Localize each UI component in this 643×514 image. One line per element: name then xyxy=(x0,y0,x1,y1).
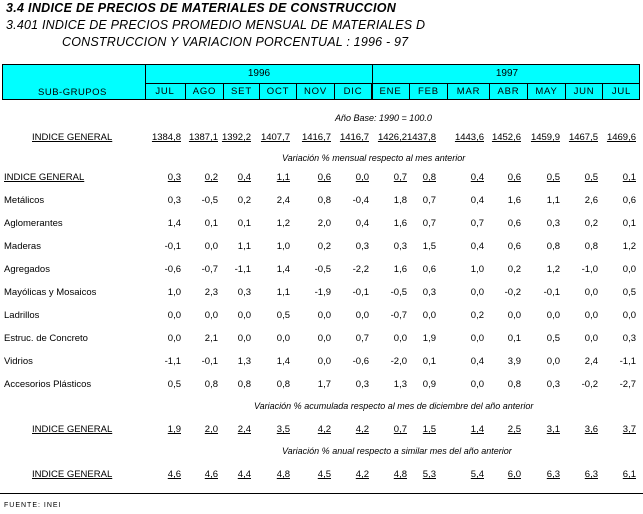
table-cell: 0,5 xyxy=(622,287,636,298)
table-cell: 0,8 xyxy=(507,379,521,390)
table-cell: 1,5 xyxy=(422,241,436,252)
table-cell: 0,4 xyxy=(470,241,484,252)
table-cell: 1,3 xyxy=(237,356,251,367)
table-cell: 4,6 xyxy=(167,469,181,480)
table-cell: 1,4 xyxy=(276,264,290,275)
table-cell: 1,7 xyxy=(317,379,331,390)
table-cell: 0,2 xyxy=(584,218,598,229)
table-cell: 0,3 xyxy=(237,287,251,298)
table-cell: 1407,7 xyxy=(260,132,290,143)
table-cell: 0,8 xyxy=(584,241,598,252)
table-cell: 1416,7 xyxy=(301,132,331,143)
table-cell: 0,1 xyxy=(422,356,436,367)
section-title: 3.4 INDICE DE PRECIOS DE MATERIALES DE CONSTRUCCION xyxy=(6,1,397,15)
subgrupos-header: SUB-GRUPOS xyxy=(38,87,107,98)
table-cell: 2,4 xyxy=(276,195,290,206)
table-cell: 0,4 xyxy=(470,172,484,183)
table-cell: -2,0 xyxy=(390,356,407,367)
table-cell: 2,4 xyxy=(584,356,598,367)
table-cell: 0,0 xyxy=(622,310,636,321)
table-cell: 0,5 xyxy=(546,172,560,183)
table-cell: 1,1 xyxy=(546,195,560,206)
table-cell: 1,1 xyxy=(276,287,290,298)
table-cell: 2,6 xyxy=(584,195,598,206)
table-cell: -0,6 xyxy=(164,264,181,275)
table-cell: 0,0 xyxy=(584,287,598,298)
table-cell: 3,9 xyxy=(507,356,521,367)
table-cell: 4,2 xyxy=(355,469,369,480)
table-cell: -0,5 xyxy=(314,264,331,275)
table-cell: -0,1 xyxy=(201,356,218,367)
table-cell: 6,0 xyxy=(507,469,521,480)
table-cell: -1,1 xyxy=(234,264,251,275)
source-note: FUENTE: INEI xyxy=(4,502,62,509)
table-cell: -0,5 xyxy=(390,287,407,298)
table-cell: 4,6 xyxy=(204,469,218,480)
table-cell: 2,0 xyxy=(317,218,331,229)
table-cell: 0,0 xyxy=(470,287,484,298)
table-cell: 0,0 xyxy=(622,264,636,275)
table-cell: 4,2 xyxy=(355,424,369,435)
table-cell: 4,5 xyxy=(317,469,331,480)
month-header: NOV xyxy=(297,84,335,100)
table-cell: 0,5 xyxy=(546,333,560,344)
table-cell: 0,6 xyxy=(317,172,331,183)
table-cell: 6,3 xyxy=(584,469,598,480)
table-cell: 1,4 xyxy=(167,218,181,229)
month-header: DIC xyxy=(335,84,372,100)
table-cell: 5,4 xyxy=(470,469,484,480)
table-cell: -0,4 xyxy=(352,195,369,206)
table-cell: -0,1 xyxy=(352,287,369,298)
table-cell: 0,6 xyxy=(507,172,521,183)
table-cell: 0,7 xyxy=(470,218,484,229)
table-cell: -0,2 xyxy=(581,379,598,390)
table-cell: -0,6 xyxy=(352,356,369,367)
row-label: Maderas xyxy=(4,241,41,252)
year-1997-header: 1997 xyxy=(495,68,519,79)
table-cell: 0,0 xyxy=(317,310,331,321)
table-cell: 0,3 xyxy=(393,241,407,252)
table-cell: 1443,6 xyxy=(454,132,484,143)
table-cell: 0,8 xyxy=(204,379,218,390)
table-cell: 0,4 xyxy=(470,356,484,367)
table-cell: 4,8 xyxy=(393,469,407,480)
table-cell: 0,8 xyxy=(237,379,251,390)
table-cell: 0,7 xyxy=(422,218,436,229)
table-cell: 0,0 xyxy=(470,379,484,390)
table-cell: -0,7 xyxy=(201,264,218,275)
table-cell: 0,0 xyxy=(167,310,181,321)
table-cell: 0,0 xyxy=(422,310,436,321)
table-cell: 1,8 xyxy=(393,195,407,206)
month-header: JUN xyxy=(566,84,603,100)
month-header: JUL xyxy=(145,84,186,100)
table-cell: 0,0 xyxy=(355,310,369,321)
table-cell: 0,7 xyxy=(355,333,369,344)
table-cell: 0,4 xyxy=(355,218,369,229)
table-cell: 2,0 xyxy=(204,424,218,435)
table-cell: 1384,8 xyxy=(151,132,181,143)
table-cell: 0,5 xyxy=(584,172,598,183)
table-cell: -0,1 xyxy=(164,241,181,252)
table-cell: 0,0 xyxy=(393,333,407,344)
table-cell: -0,2 xyxy=(504,287,521,298)
table-cell: 3,7 xyxy=(622,424,636,435)
section-note: Variación % acumulada respecto al mes de diciembre del año anterior xyxy=(254,401,534,411)
table-cell: 0,2 xyxy=(507,264,521,275)
table-cell: 0,5 xyxy=(276,310,290,321)
table-cell: 1469,6 xyxy=(606,132,636,143)
row-label: Mayólicas y Mosaicos xyxy=(4,287,97,298)
table-cell: 0,2 xyxy=(237,195,251,206)
table-cell: 0,0 xyxy=(276,333,290,344)
table-cell: 1,0 xyxy=(276,241,290,252)
month-header: MAR xyxy=(448,84,490,100)
month-header: ENE xyxy=(372,84,410,100)
row-label: Metálicos xyxy=(4,195,45,206)
table-cell: 0,3 xyxy=(167,195,181,206)
table-cell: 2,1 xyxy=(204,333,218,344)
table-cell: 6,3 xyxy=(546,469,560,480)
table-cell: -0,7 xyxy=(390,310,407,321)
table-cell: 0,4 xyxy=(470,195,484,206)
table-cell: 1,9 xyxy=(167,424,181,435)
table-cell: 0,0 xyxy=(204,241,218,252)
table-cell: -1,1 xyxy=(164,356,181,367)
table-title: 3.401 INDICE DE PRECIOS PROMEDIO MENSUAL DE MATERIALES D xyxy=(6,18,426,32)
month-header: SET xyxy=(224,84,260,100)
row-label: Accesorios Plásticos xyxy=(4,379,92,390)
table-cell: 1,6 xyxy=(507,195,521,206)
table-cell: 0,1 xyxy=(204,218,218,229)
table-cell: 0,6 xyxy=(507,218,521,229)
table-subtitle: CONSTRUCCION Y VARIACION PORCENTUAL : 1996 - 97 xyxy=(62,35,409,49)
table-cell: 0,7 xyxy=(422,195,436,206)
table-cell: 0,0 xyxy=(237,333,251,344)
table-cell: 0,9 xyxy=(422,379,436,390)
table-cell: 2,3 xyxy=(204,287,218,298)
section-note: Variación % mensual respecto al mes anterior xyxy=(282,153,466,163)
table-cell: 1459,9 xyxy=(530,132,560,143)
year-1996-header: 1996 xyxy=(247,68,271,79)
table-cell: 0,0 xyxy=(507,310,521,321)
table-cell: 0,7 xyxy=(393,424,407,435)
table-cell: 0,3 xyxy=(546,218,560,229)
table-cell: 1,1 xyxy=(276,172,290,183)
table-cell: 1467,5 xyxy=(568,132,598,143)
table-cell: 1,6 xyxy=(393,264,407,275)
table-cell: 0,0 xyxy=(546,310,560,321)
table-cell: 1426,2 xyxy=(377,132,407,143)
table-cell: 0,6 xyxy=(422,264,436,275)
table-cell: 1,2 xyxy=(276,218,290,229)
table-cell: 0,8 xyxy=(422,172,436,183)
row-label: INDICE GENERAL xyxy=(32,132,113,143)
table-cell: 1,3 xyxy=(393,379,407,390)
table-cell: -1,1 xyxy=(619,356,636,367)
table-cell: 0,2 xyxy=(470,310,484,321)
table-cell: 4,2 xyxy=(317,424,331,435)
row-label: Estruc. de Concreto xyxy=(4,333,88,344)
table-cell: 1,0 xyxy=(167,287,181,298)
table-cell: 2,5 xyxy=(507,424,521,435)
table-cell: 0,6 xyxy=(507,241,521,252)
table-cell: -2,7 xyxy=(619,379,636,390)
table-cell: -1,0 xyxy=(581,264,598,275)
table-cell: 3,6 xyxy=(584,424,598,435)
table-cell: 6,1 xyxy=(622,469,636,480)
table-cell: 2,4 xyxy=(237,424,251,435)
footer-divider xyxy=(0,493,643,494)
month-header: OCT xyxy=(260,84,297,100)
month-header: AGO xyxy=(186,84,224,100)
table-cell: 0,8 xyxy=(276,379,290,390)
table-cell: 3,5 xyxy=(276,424,290,435)
base-year-note: Año Base: 1990 = 100.0 xyxy=(335,113,432,123)
month-header: FEB xyxy=(410,84,448,100)
table-cell: 0,0 xyxy=(355,172,369,183)
table-cell: 0,7 xyxy=(393,172,407,183)
row-label: INDICE GENERAL xyxy=(32,424,113,435)
table-cell: -2,2 xyxy=(352,264,369,275)
table-cell: 1,6 xyxy=(393,218,407,229)
table-cell: 0,3 xyxy=(167,172,181,183)
table-cell: 4,4 xyxy=(237,469,251,480)
table-cell: 1392,2 xyxy=(221,132,251,143)
table-cell: 1,4 xyxy=(276,356,290,367)
table-cell: 0,4 xyxy=(237,172,251,183)
table-cell: 1387,1 xyxy=(188,132,218,143)
table-cell: -0,1 xyxy=(543,287,560,298)
table-cell: 4,8 xyxy=(276,469,290,480)
table-cell: 1,2 xyxy=(546,264,560,275)
table-cell: 1,5 xyxy=(422,424,436,435)
table-cell: 0,0 xyxy=(237,310,251,321)
table-cell: 0,1 xyxy=(622,218,636,229)
table-cell: 0,0 xyxy=(204,310,218,321)
table-cell: 0,3 xyxy=(422,287,436,298)
row-label: INDICE GENERAL xyxy=(32,469,113,480)
table-cell: 0,2 xyxy=(204,172,218,183)
month-header: MAY xyxy=(528,84,566,100)
table-cell: 0,0 xyxy=(317,356,331,367)
table-cell: 0,1 xyxy=(622,172,636,183)
row-label: Aglomerantes xyxy=(4,218,63,229)
table-cell: 5,3 xyxy=(422,469,436,480)
table-cell: 0,0 xyxy=(584,310,598,321)
table-cell: 0,0 xyxy=(584,333,598,344)
table-cell: 0,5 xyxy=(167,379,181,390)
table-cell: 0,3 xyxy=(546,379,560,390)
month-header: JUL xyxy=(611,86,632,97)
table-cell: 1452,6 xyxy=(491,132,521,143)
row-label: INDICE GENERAL xyxy=(4,172,85,183)
table-cell: 0,0 xyxy=(546,356,560,367)
table-cell: 3,1 xyxy=(546,424,560,435)
table-cell: 1,9 xyxy=(422,333,436,344)
table-cell: 0,3 xyxy=(355,379,369,390)
table-cell: -0,5 xyxy=(201,195,218,206)
table-cell: 1437,8 xyxy=(406,132,436,143)
table-cell: 1,0 xyxy=(470,264,484,275)
section-note: Variación % anual respecto a similar mes del año anterior xyxy=(282,446,512,456)
table-cell: -1,9 xyxy=(314,287,331,298)
table-cell: 1,4 xyxy=(470,424,484,435)
table-cell: 1,2 xyxy=(622,241,636,252)
table-cell: 0,6 xyxy=(622,195,636,206)
table-cell: 0,2 xyxy=(317,241,331,252)
row-label: Vidrios xyxy=(4,356,33,367)
table-cell: 0,8 xyxy=(546,241,560,252)
table-cell: 0,1 xyxy=(237,218,251,229)
table-cell: 1416,7 xyxy=(339,132,369,143)
table-cell: 0,0 xyxy=(167,333,181,344)
row-label: Agregados xyxy=(4,264,50,275)
table-cell: 0,3 xyxy=(355,241,369,252)
table-cell: 0,1 xyxy=(507,333,521,344)
row-label: Ladrillos xyxy=(4,310,40,321)
table-cell: 0,0 xyxy=(317,333,331,344)
table-cell: 0,0 xyxy=(470,333,484,344)
table-cell: 1,1 xyxy=(237,241,251,252)
table-cell: 0,8 xyxy=(317,195,331,206)
month-header: ABR xyxy=(490,84,528,100)
table-cell: 0,3 xyxy=(622,333,636,344)
